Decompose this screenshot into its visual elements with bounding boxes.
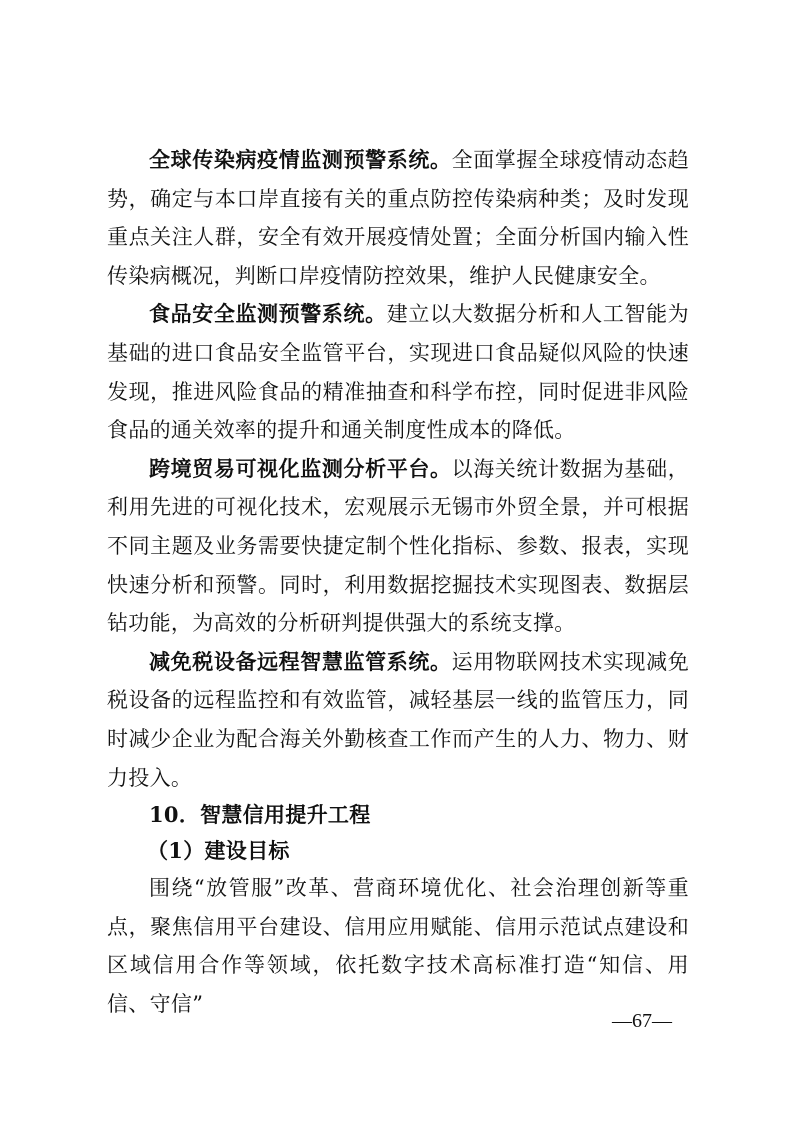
paragraph-text: 运用物联网技术实现减免税设备的远程监控和有效监管，减轻基层一线的监管压力，同时减少企业为配合海关外勤核查工作而产生的人力、物力、财力投入。 — [107, 649, 689, 790]
paragraph-text: 全面掌握全球疫情动态趋势，确定与本口岸直接有关的重点防控传染病种类；及时发现重点关注人群，安全有效开展疫情处置；全面分析国内输入性传染病概况，判断口岸疫情防控效果，维护人民健康安全。 — [107, 148, 689, 288]
paragraph-text: 建立以大数据分析和人工智能为基础的进口食品安全监管平台，实现进口食品疑似风险的快速发现，推进风险食品的精准抽查和科学布控，同时促进非风险食品的通关效率的提升和通关制度性成本的降低。 — [107, 302, 689, 443]
paragraph-epidemic-monitoring — [107, 141, 689, 295]
paragraph-lead: 跨境贸易可视化监测分析平台。 — [149, 455, 452, 481]
paragraph-lead: 全球传染病疫情监测预警系统。 — [149, 147, 452, 172]
paragraph-tax-equipment — [107, 643, 689, 797]
subsection-heading: （1）建设目标 — [147, 838, 290, 864]
section-heading: 10．智慧信用提升工程 — [149, 802, 371, 828]
document-body — [107, 141, 689, 1023]
paragraph-trade-visualization — [107, 450, 689, 643]
paragraph-lead: 食品安全监测预警系统。 — [149, 301, 387, 327]
paragraph-lead: 减免税设备远程智慧监管系统。 — [149, 648, 452, 674]
page-number: —67— — [612, 1010, 672, 1032]
paragraph-food-safety — [107, 295, 689, 449]
paragraph-text: 以海关统计数据为基础，利用先进的可视化技术，宏观展示无锡市外贸全景，并可根据不同主题及业务需要快捷定制个性化指标、参数、报表，实现快速分析和预警。同时，利用数据挖掘技术实现图表、数据层钻功能，为高效的分析研判提供强大的系统支撑。 — [107, 456, 689, 636]
body-paragraph: 围绕“放管服”改革、营商环境优化、社会治理创新等重点，聚焦信用平台建设、信用应用赋能、信用示范试点建设和区域信用合作等领域，依托数字技术高标准打造“知信、用信、守信” — [107, 876, 689, 1016]
